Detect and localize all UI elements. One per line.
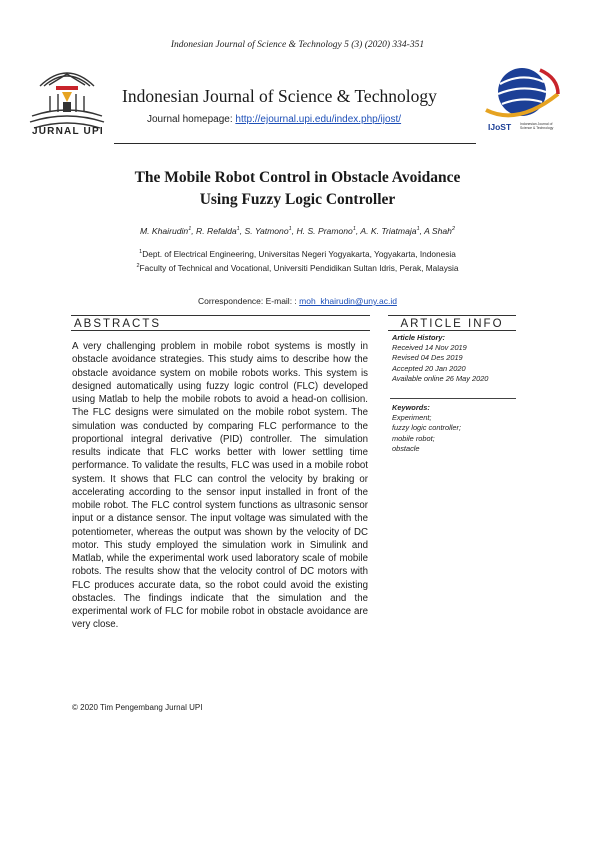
article-info-heading: ARTICLE INFO <box>388 315 516 331</box>
keyword-item: fuzzy logic controller; <box>392 423 462 433</box>
jurnal-upi-text: JURNAL UPI <box>32 126 104 137</box>
homepage-link[interactable]: http://ejournal.upi.edu/index.php/ijost/ <box>235 114 402 125</box>
paper-title-line-2: Using Fuzzy Logic Controller <box>199 191 396 208</box>
jurnal-upi-emblem-icon <box>26 56 108 152</box>
author: R. Refalda$^1$ <box>196 226 240 236</box>
author-list: M. Khairudin$^1$, R. Refalda$^1$, S. Yatmono$^1$, H. S. Pramono$^1$, A. K. Triatmaja$^1$, A Shah$^2$ <box>139 226 456 236</box>
copyright-notice: © 2020 Tim Pengembang Jurnal UPI <box>72 703 203 712</box>
author: M. Khairudin$^1$ <box>139 226 192 236</box>
keywords-heading: Keywords: <box>392 403 430 412</box>
correspondence-email-link[interactable]: moh_khairudin@uny.ac.id <box>299 296 397 306</box>
homepage-label: Journal homepage: <box>147 114 236 125</box>
keywords <box>392 403 517 454</box>
abstract-heading: ABSTRACTS <box>71 315 370 331</box>
keyword-item: obstacle <box>392 443 420 453</box>
journal-homepage <box>147 114 401 125</box>
ijost-subtitle: Indonesian Journal of Science & Technology <box>520 122 554 130</box>
jurnal-upi-logo <box>26 56 108 152</box>
affiliation: $^1$Dept. of Electrical Engineering, Universitas Negeri Yogyakarta, Yogyakarta, Indonesia <box>139 249 456 259</box>
ijost-logo <box>478 64 566 142</box>
history-item: Received 14 Nov 2019 <box>392 343 467 353</box>
paper-title <box>40 167 555 211</box>
article-history-heading: Article History: <box>392 333 445 342</box>
author: H. S. Pramono$^1$ <box>296 226 356 236</box>
abstract-body: A very challenging problem in mobile robot systems is mostly in obstacle avoidance strategies. This study aims to describe how the obstacle avoidance system on mobile robots works. This system is designed automatically using fuzzy logic control (FLC) developed using Matlab to help the mobile robots to avoid a head-on collision. The FLC designs were simulated on the mobile robot system. The simulation was conducted by comparing FLC performance to the proportional integral derivative (PID) controller. The simulation results indicate that FLC works better with lower settling time performance. To validate the results, FLC was used in a mobile robot system. It shows that FLC can control the velocity by braking or accelerating according to the sensor input installed in front of the mobile robot. The FLC control system functions as ultrasonic sensor input or a distance sensor. The input voltage was simulated with the potentiometer, whereas the output was shown by the velocity of DC motor. This study employed the simulation work in Simulink and Matlab, while the experimental work used laboratory scale of mobile robots. The results show that the velocity control of DC motors with FLC produces accurate data, so the robot could avoid the existing obstacles. The findings indicate that the simulation and the experimental work of FLC for mobile robot in obstacle avoidance are very close. <box>72 341 368 631</box>
author: A. K. Triatmaja$^1$ <box>360 226 420 236</box>
ijost-abbr: IJoST <box>488 122 512 132</box>
header-divider <box>114 143 476 144</box>
ijost-globe-icon <box>478 64 566 122</box>
author: A Shah$^2$ <box>424 226 456 236</box>
article-history <box>392 333 517 384</box>
correspondence: Correspondence: E-mail: : moh_khairudin@uny.ac.id <box>198 296 397 306</box>
keyword-item: mobile robot; <box>392 433 435 443</box>
affiliation: $^2$Faculty of Technical and Vocational, Universiti Pendidikan Sultan Idris, Perak, Malaysia <box>136 263 459 273</box>
journal-title: Indonesian Journal of Science & Technology <box>122 86 437 106</box>
author: S. Yatmono$^1$ <box>244 226 292 236</box>
paper-title-line-1: The Mobile Robot Control in Obstacle Avoidance <box>134 169 461 186</box>
info-divider <box>390 398 516 399</box>
running-header: Indonesian Journal of Science & Technology 5 (3) (2020) 334-351 <box>170 40 425 50</box>
history-item: Available online 26 May 2020 <box>392 373 489 383</box>
keyword-item: Experiment; <box>392 413 432 423</box>
history-item: Revised 04 Des 2019 <box>392 353 463 363</box>
history-item: Accepted 20 Jan 2020 <box>392 363 466 373</box>
